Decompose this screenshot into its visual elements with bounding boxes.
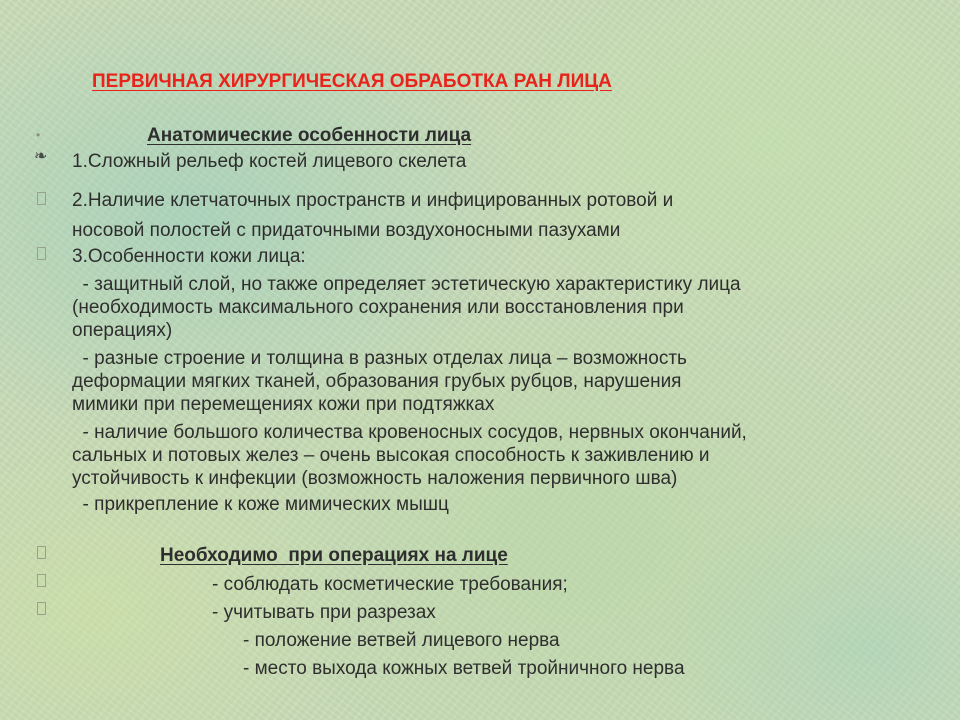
fleuron-bullet-icon: ❧ [34,148,48,165]
section2-item1: - соблюдать косметические требования; [212,574,568,595]
section1-heading: Анатомические особенности лица [147,125,472,146]
item1-text: 1.Сложный рельеф костей лицевого скелета [72,151,467,172]
item3-sub4: - прикрепление к коже мимических мышц [72,494,449,515]
section2-item2-sub1: - положение ветвей лицевого нерва [243,630,560,651]
dot-bullet-icon: • [36,128,41,142]
missing-glyph-bullet-icon [37,247,46,260]
item3-sub3-line2: сальных и потовых желез – очень высокая способность к заживлению и [72,445,710,466]
missing-glyph-bullet-icon [37,574,46,587]
item2-line1: 2.Наличие клетчаточных пространств и инфицированных ротовой и [72,190,674,211]
item3-sub2-line3: мимики при перемещениях кожи при подтяжках [72,394,495,415]
item3-sub1-line2: (необходимость максимального сохранения или восстановления при [72,297,684,318]
section2-item2: - учитывать при разрезах [212,602,436,623]
missing-glyph-bullet-icon [37,546,46,559]
missing-glyph-bullet-icon [37,192,46,205]
item3-sub1-line1: - защитный слой, но также определяет эстетическую характеристику лица [72,274,741,295]
item3-sub1-line3: операциях) [72,320,173,341]
missing-glyph-bullet-icon [37,602,46,615]
section2-heading: Необходимо при операциях на лице [160,545,508,566]
item3-sub3-line3: устойчивость к инфекции (возможность наложения первичного шва) [72,468,678,489]
item3-sub2-line2: деформации мягких тканей, образования грубых рубцов, нарушения [72,371,682,392]
item2-line2: носовой полостей с придаточными воздухоносными пазухами [72,220,621,241]
item3-sub3-line1: - наличие большого количества кровеносных сосудов, нервных окончаний, [72,422,747,443]
item3-sub2-line1: - разные строение и толщина в разных отделах лица – возможность [72,348,687,369]
item3-label: 3.Особенности кожи лица: [72,246,306,267]
slide-title: ПЕРВИЧНАЯ ХИРУРГИЧЕСКАЯ ОБРАБОТКА РАН ЛИЦА [92,71,612,92]
section2-item2-sub2: - место выхода кожных ветвей тройничного нерва [243,658,685,679]
